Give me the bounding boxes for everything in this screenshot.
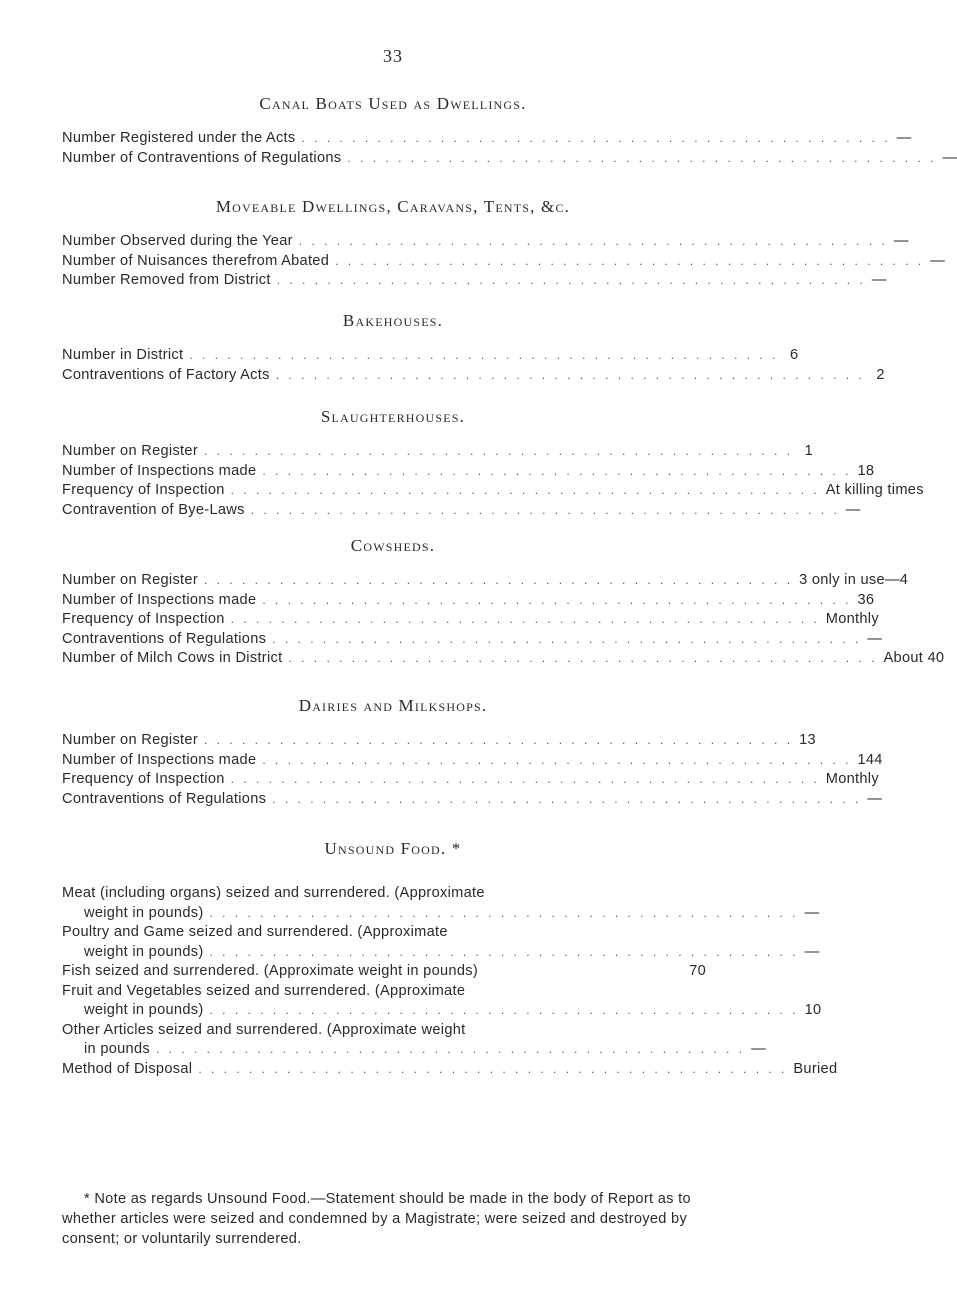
table-row: Frequency of Inspection . . . . . . . . . . . . . . . . . . . . . . . . . . . . . . . . . . . . . . . . . . . . . . . Monthly (62, 771, 879, 787)
table-row: Number Registered under the Acts . . . . . . . . . . . . . . . . . . . . . . . . . . . . . . . . . . . . . . . . . . . . . . . — (62, 130, 912, 146)
table-row: Frequency of Inspection . . . . . . . . . . . . . . . . . . . . . . . . . . . . . . . . . . . . . . . . . . . . . . . Monthly (62, 611, 879, 627)
table-row: Number of Nuisances therefrom Abated . . . . . . . . . . . . . . . . . . . . . . . . . . . . . . . . . . . . . . . . . . . . . . . — (62, 252, 946, 269)
footnote: * Note as regards Unsound Food.—Statement should be made in the body of Report as to whether articles were seized and condemned by a Magistrate; were seized and destroyed by consent; or voluntarily surrendered. (62, 1191, 691, 1247)
list-item: weight in pounds) . . . . . . . . . . . . . . . . . . . . . . . . . . . . . . . . . . . . . . . . . . . . . . . — (84, 943, 820, 960)
table-row: Number on Register . . . . . . . . . . . . . . . . . . . . . . . . . . . . . . . . . . . . . . . . . . . . . . . 13 (62, 732, 816, 748)
list-item: Fish seized and surrendered. (Approximate weight in pounds) 70 (62, 963, 706, 979)
list-item: Fruit and Vegetables seized and surrendered. (Approximate (62, 982, 466, 999)
table-row: Number of Inspections made . . . . . . . . . . . . . . . . . . . . . . . . . . . . . . . . . . . . . . . . . . . . . . . 144 (62, 751, 883, 768)
section-cowsheds (62, 535, 945, 669)
table-row: Contraventions of Regulations . . . . . . . . . . . . . . . . . . . . . . . . . . . . . . . . . . . . . . . . . . . . . . . — (62, 630, 883, 647)
section-title: Unsound Food. * (324, 839, 462, 858)
section-title: Cowsheds. (350, 536, 436, 555)
section-slaughterhouses (62, 406, 924, 520)
section-title: Slaughterhouses. (320, 407, 466, 426)
list-item: Meat (including organs) seized and surrendered. (Approximate (62, 885, 485, 901)
section-title: Dairies and Milkshops. (298, 696, 488, 715)
section-unsound-food (62, 838, 838, 1079)
list-item: Poultry and Game seized and surrendered. (Approximate (62, 924, 448, 940)
section-title: Moveable Dwellings, Caravans, Tents, &c. (215, 197, 571, 216)
section-moveable-dwellings (62, 196, 946, 291)
list-item: weight in pounds) . . . . . . . . . . . . . . . . . . . . . . . . . . . . . . . . . . . . . . . . . . . . . . . 10 (84, 1002, 822, 1018)
section-dairies-milkshops (62, 695, 883, 809)
list-item: Other Articles seized and surrendered. (Approximate weight (62, 1021, 466, 1038)
page-number: 33 (383, 46, 403, 66)
section-canal-boats (62, 93, 957, 168)
table-row: Contravention of Bye-Laws . . . . . . . . . . . . . . . . . . . . . . . . . . . . . . . . . . . . . . . . . . . . . . . — (62, 501, 861, 518)
table-row: Number of Inspections made . . . . . . . . . . . . . . . . . . . . . . . . . . . . . . . . . . . . . . . . . . . . . . . 36 (62, 591, 875, 608)
table-row: Number in District . . . . . . . . . . . . . . . . . . . . . . . . . . . . . . . . . . . . . . . . . . . . . . . 6 (62, 347, 799, 363)
list-item: Method of Disposal . . . . . . . . . . . . . . . . . . . . . . . . . . . . . . . . . . . . . . . . . . . . . . . Buried (62, 1060, 838, 1077)
section-bakehouses (62, 310, 885, 385)
section-title: Canal Boats Used as Dwellings. (259, 94, 527, 113)
table-row: Number Observed during the Year . . . . . . . . . . . . . . . . . . . . . . . . . . . . . . . . . . . . . . . . . . . . . . . — (62, 233, 909, 249)
table-row: Number on Register . . . . . . . . . . . . . . . . . . . . . . . . . . . . . . . . . . . . . . . . . . . . . . . 3 only in use—4 (62, 572, 909, 588)
table-row: Contraventions of Regulations . . . . . . . . . . . . . . . . . . . . . . . . . . . . . . . . . . . . . . . . . . . . . . . — (62, 790, 883, 807)
list-item: weight in pounds) . . . . . . . . . . . . . . . . . . . . . . . . . . . . . . . . . . . . . . . . . . . . . . . — (84, 904, 820, 921)
table-row: Number of Contraventions of Regulations . . . . . . . . . . . . . . . . . . . . . . . . . . . . . . . . . . . . . . . . . . . . . . . — (62, 149, 957, 166)
list-item: in pounds . . . . . . . . . . . . . . . . . . . . . . . . . . . . . . . . . . . . . . . . . . . . . . . — (84, 1041, 766, 1057)
table-row: Number Removed from District . . . . . . . . . . . . . . . . . . . . . . . . . . . . . . . . . . . . . . . . . . . . . . . — (62, 272, 887, 288)
table-row: Contraventions of Factory Acts . . . . . . . . . . . . . . . . . . . . . . . . . . . . . . . . . . . . . . . . . . . . . . . 2 (62, 366, 885, 383)
table-row: Number of Inspections made . . . . . . . . . . . . . . . . . . . . . . . . . . . . . . . . . . . . . . . . . . . . . . . 18 (62, 462, 875, 479)
table-row: Number of Milch Cows in District . . . . . . . . . . . . . . . . . . . . . . . . . . . . . . . . . . . . . . . . . . . . . . . About 40 (62, 650, 945, 666)
section-title: Bakehouses. (342, 311, 444, 330)
table-row: Number on Register . . . . . . . . . . . . . . . . . . . . . . . . . . . . . . . . . . . . . . . . . . . . . . . 1 (62, 443, 814, 459)
table-row: Frequency of Inspection . . . . . . . . . . . . . . . . . . . . . . . . . . . . . . . . . . . . . . . . . . . . . . . At killing times (62, 482, 924, 498)
